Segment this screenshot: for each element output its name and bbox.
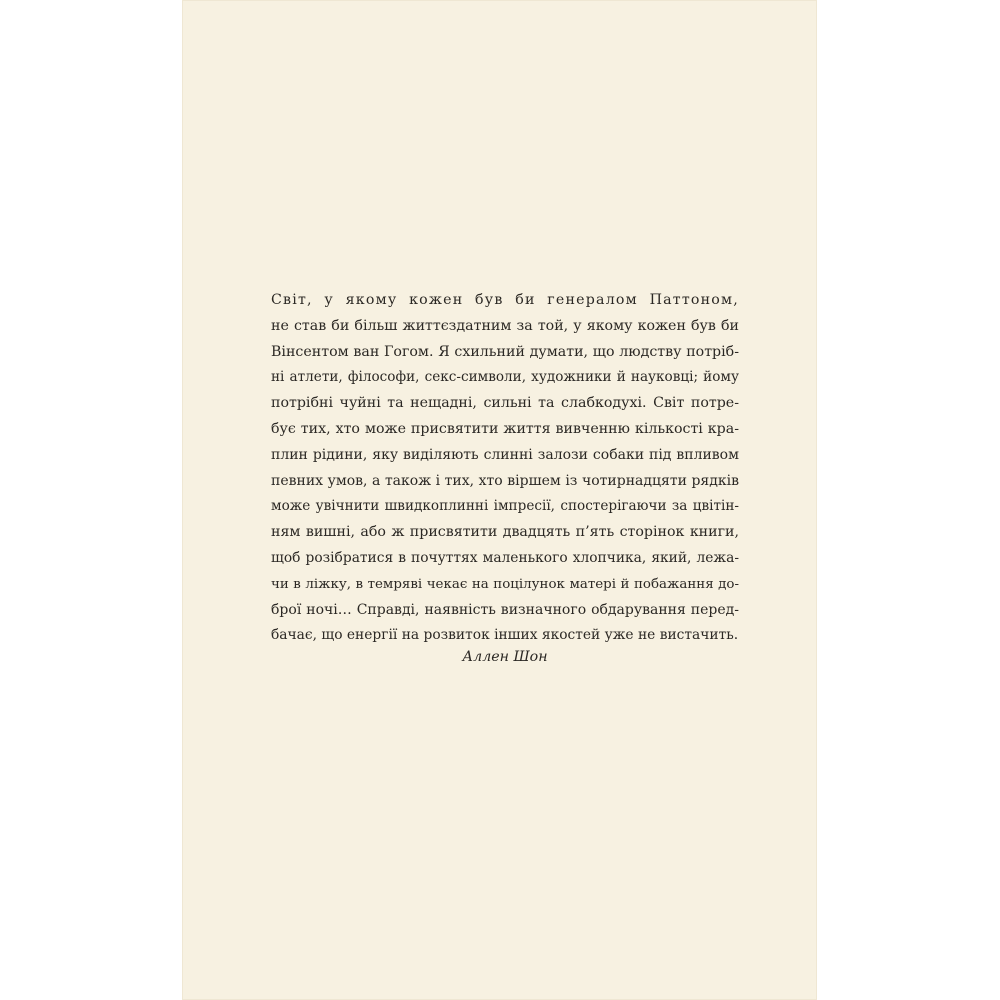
epigraph-line: потрібні чуйні та нещадні, сильні та слабкодухі. Світ потре- (271, 395, 739, 412)
epigraph-line: брої ночі… Справді, наявність визначного обдарування перед- (271, 601, 739, 618)
epigraph-line: ні атлети, філософи, секс-символи, художники й науковці; йому (271, 369, 739, 386)
epigraph-line: бачає, що енергії на розвиток інших якостей уже не вистачить. (271, 627, 739, 644)
epigraph-line: щоб розібратися в почуттях маленького хлопчика, який, лежа- (271, 549, 739, 566)
epigraph-author: Аллен Шон (462, 649, 548, 665)
epigraph-line: плин рідини, яку виділяють слинні залози собаки під впливом (271, 446, 739, 463)
epigraph-line: бує тих, хто може присвятити життя вивченню кількості кра- (271, 420, 739, 437)
epigraph-line: певних умов, а також і тих, хто віршем із чотирнадцяти рядків (271, 472, 739, 489)
epigraph-text (271, 288, 739, 649)
epigraph-line: ням вишні, або ж присвятити двадцять п’ять сторінок книги, (271, 524, 739, 541)
epigraph-line: Вінсентом ван Гогом. Я схильний думати, що людству потріб- (271, 343, 739, 360)
epigraph-line: Світ, у якому кожен був би генералом Паттоном, (271, 292, 739, 308)
epigraph-line: не став би більш життєздатним за той, у якому кожен був би (271, 317, 739, 334)
epigraph-line: чи в ліжку, в темряві чекає на поцілунок матері й побажання до- (271, 576, 739, 592)
epigraph-line: може увічнити швидкоплинні імпресії, спостерігаючи за цвітін- (271, 498, 739, 515)
